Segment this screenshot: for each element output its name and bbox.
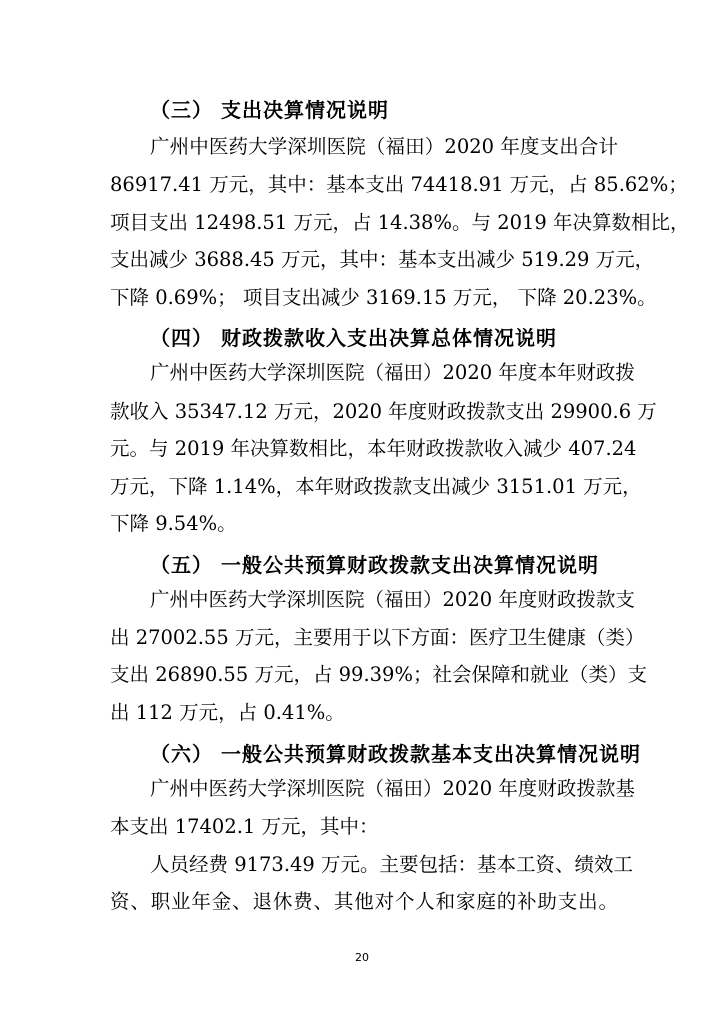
paragraph-line: 出 112 万元，占 0.41%。 bbox=[110, 701, 345, 724]
paragraph-line: 本支出 17402.1 万元，其中： bbox=[110, 815, 379, 838]
paragraph-line: 广州中医药大学深圳医院（福田）2020 年度财政拨款支 bbox=[150, 588, 635, 611]
paragraph-line: 项目支出 12498.51 万元，占 14.38%。与 2019 年决算数相比， bbox=[110, 211, 690, 234]
paragraph-line: 86917.41 万元，其中：基本支出 74418.91 万元，占 85.62%； bbox=[110, 173, 688, 196]
paragraph-line: 支出减少 3688.45 万元，其中：基本支出减少 519.29 万元， bbox=[110, 248, 655, 271]
section-heading-3: （三） 支出决算情况说明 bbox=[150, 98, 389, 122]
paragraph-line: 下降 9.54%。 bbox=[110, 512, 237, 535]
paragraph-line: 广州中医药大学深圳医院（福田）2020 年度财政拨款基 bbox=[150, 777, 635, 800]
paragraph-line: 广州中医药大学深圳医院（福田）2020 年度本年财政拨 bbox=[150, 361, 635, 384]
paragraph-line: 出 27002.55 万元，主要用于以下方面：医疗卫生健康（类） bbox=[110, 626, 645, 649]
paragraph-line: 人员经费 9173.49 万元。主要包括：基本工资、绩效工 bbox=[150, 853, 634, 876]
section-heading-4: （四） 财政拨款收入支出决算总体情况说明 bbox=[150, 326, 557, 350]
paragraph-line: 广州中医药大学深圳医院（福田）2020 年度支出合计 bbox=[150, 135, 618, 158]
paragraph-line: 元。与 2019 年决算数相比，本年财政拨款收入减少 407.24 bbox=[110, 437, 637, 460]
section-heading-6: （六） 一般公共预算财政拨款基本支出决算情况说明 bbox=[150, 742, 641, 766]
paragraph-line: 款收入 35347.12 万元，2020 年度财政拨款支出 29900.6 万 bbox=[110, 400, 657, 423]
paragraph-line: 资、职业年金、退休费、其他对个人和家庭的补助支出。 bbox=[110, 890, 618, 913]
paragraph-line: 支出 26890.55 万元，占 99.39%；社会保障和就业（类）支 bbox=[110, 663, 647, 686]
section-heading-5: （五） 一般公共预算财政拨款支出决算情况说明 bbox=[150, 553, 599, 577]
page-number: 20 bbox=[355, 951, 369, 964]
paragraph-line: 下降 0.69%； 项目支出减少 3169.15 万元， 下降 20.23%。 bbox=[110, 286, 657, 309]
paragraph-line: 万元，下降 1.14%，本年财政拨款支出减少 3151.01 万元， bbox=[110, 475, 642, 498]
